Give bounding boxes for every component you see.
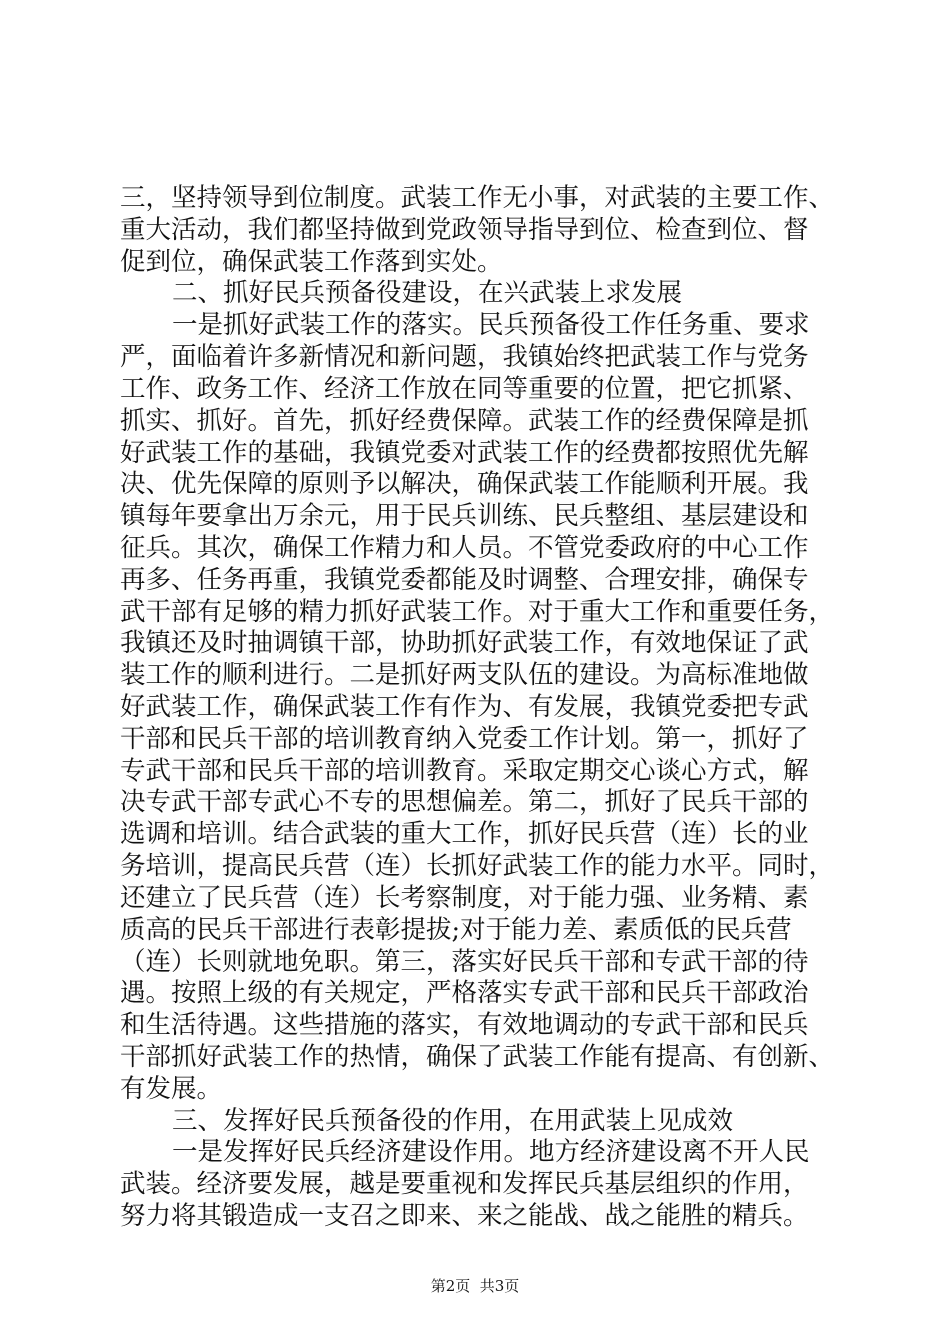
text-line: 努力将其锻造成一支召之即来、来之能战、战之能胜的精兵。 <box>120 1201 809 1231</box>
text-line: 工作、政务工作、经济工作放在同等重要的位置，把它抓紧、 <box>120 373 809 404</box>
text-line: 一是发挥好民兵经济建设作用。地方经济建设离不开人民 <box>172 1137 810 1168</box>
text-line: 好武装工作，确保武装工作有作为、有发展，我镇党委把专武 <box>120 692 809 722</box>
page-footer: 第2页 共3页 <box>430 1277 520 1295</box>
text-line: 有发展。 <box>120 1073 223 1104</box>
text-line: 遇。按照上级的有关规定，严格落实专武干部和民兵干部政治 <box>120 978 809 1009</box>
text-line: 促到位，确保武装工作落到实处。 <box>120 246 503 277</box>
text-line: 征兵。其次，确保工作精力和人员。不管党委政府的中心工作 <box>120 532 809 563</box>
text-line: 镇每年要拿出万余元，用于民兵训练、民兵整组、基层建设和 <box>120 501 809 532</box>
text-line: 还建立了民兵营（连）长考察制度，对于能力强、业务精、素 <box>120 882 809 913</box>
text-line: 严，面临着许多新情况和新问题，我镇始终把武装工作与党务 <box>120 342 809 373</box>
text-line: 武干部有足够的精力抓好武装工作。对于重大工作和重要任务， <box>120 596 835 627</box>
text-line: 再多、任务再重，我镇党委都能及时调整、合理安排，确保专 <box>120 564 809 595</box>
text-line: 装工作的顺利进行。二是抓好两支队伍的建设。为高标准地做 <box>120 660 809 691</box>
text-line: 务培训，提高民兵营（连）长抓好武装工作的能力水平。同时， <box>120 851 835 882</box>
text-line: 质高的民兵干部进行表彰提拔;对于能力差、素质低的民兵营 <box>120 914 792 945</box>
text-line: 干部抓好武装工作的热情，确保了武装工作能有提高、有创新、 <box>120 1041 835 1072</box>
text-line: 我镇还及时抽调镇干部，协助抓好武装工作，有效地保证了武 <box>120 628 809 659</box>
text-line: 决、优先保障的原则予以解决，确保武装工作能顺利开展。我 <box>120 469 809 500</box>
text-line: 抓实、抓好。首先，抓好经费保障。武装工作的经费保障是抓 <box>120 405 809 436</box>
text-line: 一是抓好武装工作的落实。民兵预备役工作任务重、要求 <box>172 310 810 341</box>
section-heading: 三、发挥好民兵预备役的作用，在用武装上见成效 <box>172 1105 734 1136</box>
text-line: 好武装工作的基础，我镇党委对武装工作的经费都按照优先解 <box>120 437 809 468</box>
text-line: 选调和培训。结合武装的重大工作，抓好民兵营（连）长的业 <box>120 819 809 850</box>
text-line: 干部和民兵干部的培训教育纳入党委工作计划。第一，抓好了 <box>120 723 809 754</box>
text-line: 三，坚持领导到位制度。武装工作无小事，对武装的主要工作、 <box>120 183 835 213</box>
text-line: 决专武干部专武心不专的思想偏差。第二，抓好了民兵干部的 <box>120 787 809 818</box>
text-line: 和生活待遇。这些措施的落实，有效地调动的专武干部和民兵 <box>120 1010 809 1041</box>
text-line: 武装。经济要发展，越是要重视和发挥民兵基层组织的作用， <box>120 1169 809 1200</box>
text-line: 专武干部和民兵干部的培训教育。采取定期交心谈心方式，解 <box>120 755 809 786</box>
section-heading: 二、抓好民兵预备役建设，在兴武装上求发展 <box>172 278 683 309</box>
text-line: 重大活动，我们都坚持做到党政领导指导到位、检查到位、督 <box>120 214 809 245</box>
text-line: （连）长则就地免职。第三，落实好民兵干部和专武干部的待 <box>120 946 809 977</box>
